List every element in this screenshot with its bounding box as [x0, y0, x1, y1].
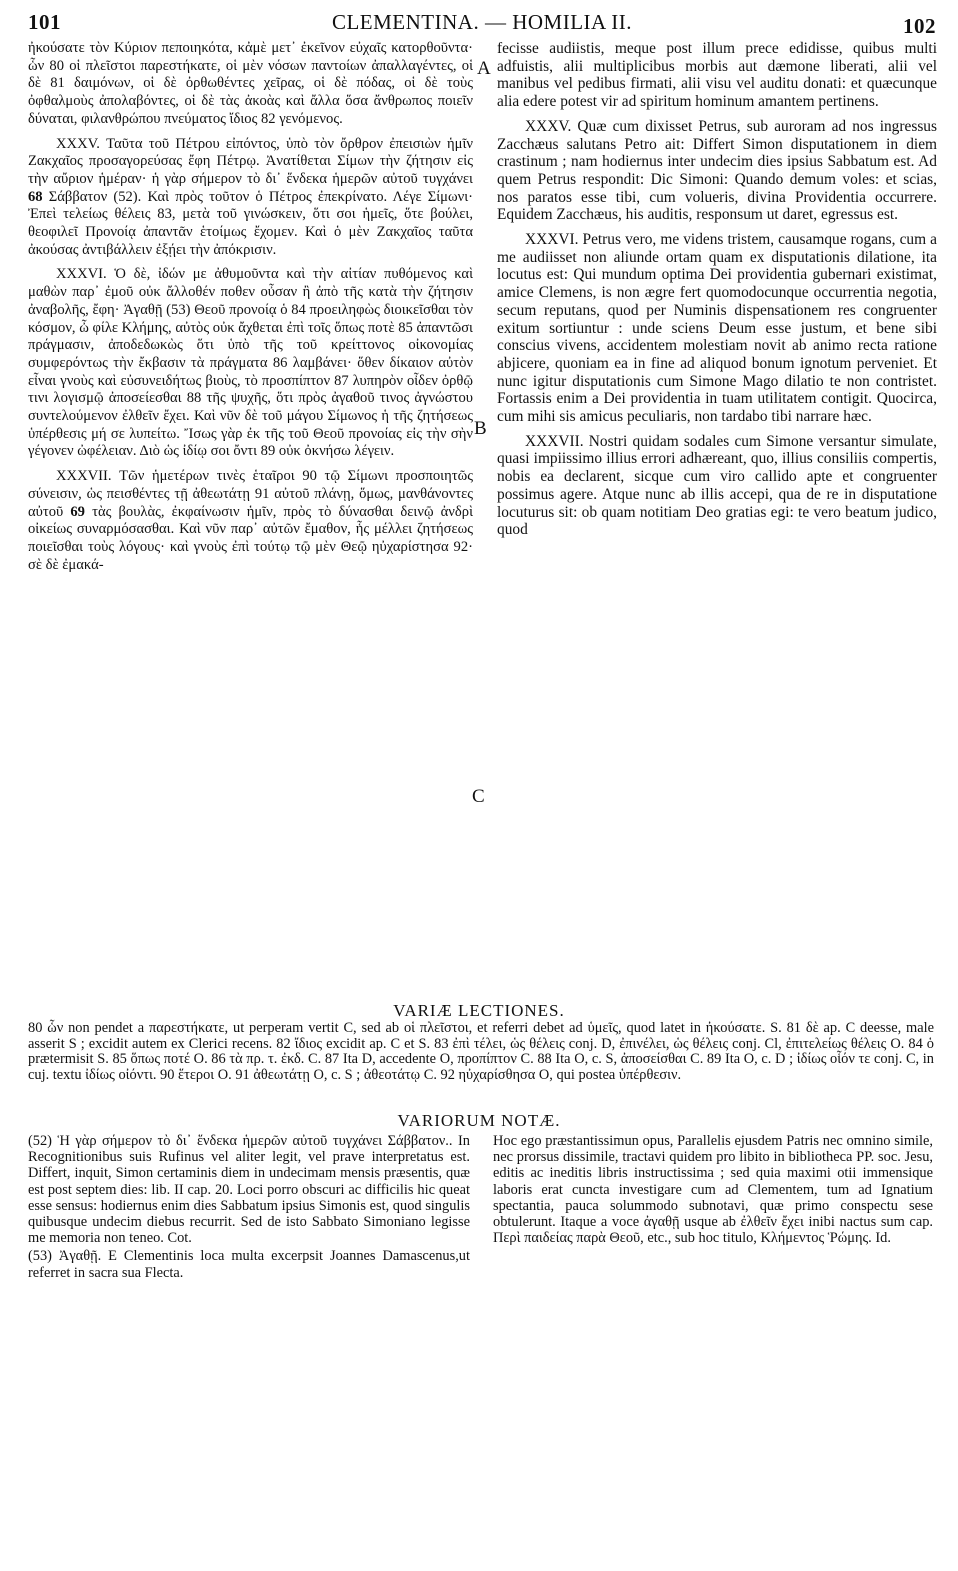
column-number: 68 [28, 188, 43, 205]
latin-section-xxxvi: XXXVI. Petrus vero, me videns tristem, causamque rogans, cum a me audiisset non aliunde ortam quam ex disputationis dilatione, ita locutus est: Qui mundum optima Dei providentia gubernari existimat, amice Clemens, is non ægre fert quomodocunque occurrentia negotia, secum reputans, quod per Numinis dispensationem res congruenter exitum sortiuntur : unde sciens Deum esse justum, et bene sibi conscius vivens, accidentem molestiam novit ab animo recta ratione abjicere, quoniam ea in fine ad aliquod bonum ignotum perveniet. Et nunc igitur disputationis cum Simone Mago dilatio te non contristet. Fortassis enim a Dei providentia in tuam utilitatem contigit. Quocirca, cum mihi sis amicus peculiaris, non tardabo tibi narrare hæc. [497, 231, 937, 426]
margin-marker-c: C [472, 786, 485, 807]
latin-section-xxxvii: XXXVII. Nostri quidam sodales cum Simone versantur simulate, quasi impiissimo illius errori adhæreant, quo, illius consiliis compertis, nobis ea declarent, sicque cum viro callido apte et congruenter possimus agere. Atque nunc ab illis accepi, qua de re in disputatione locuturus sit: ob quam notitiam Deo gratias egi: te vero beatum judico, quod [497, 432, 937, 539]
greek-section-xxxvii: XXXVII. Τῶν ἡμετέρων τινὲς ἑταῖροι 90 τῷ Σίμωνι προσποιητῶς σύνεισιν, ὡς πεισθέντες τῇ ἀθεωτάτῃ 91 αὐτοῦ πλάνῃ, ὅμως, μανθάνοντες αὐτοῦ 69 τὰς βουλὰς, ἐκφαίνωσιν ἡμῖν, πρὸς τὸ δύνασθαι δεινῷ ἀνδρὶ οἰκείως συναρμόσασθαι. Καὶ νῦν παρ᾽ αὐτῶν ἔμαθον, ἧς μέλλει ζητήσεως ποιεῖσθαι τοὺς λόγους· καὶ γνοὺς ἐπὶ τούτῳ τῷ μὲν Θεῷ ηὐχαρίστησα 92· σὲ δὲ ἐμακά- [28, 468, 473, 573]
page-number-left: 101 [28, 10, 61, 34]
running-title: CLEMENTINA. — HOMILIA II. [331, 10, 633, 34]
variae-lectiones-heading: VARIÆ LECTIONES. [393, 1001, 565, 1020]
note-53: (53) Ἀγαθῇ. E Clementinis loca multa excerpsit Joannes Damascenus,ut referret in sacra sua Flecta. [28, 1248, 470, 1281]
greek-paragraph: ἠκούσατε τὸν Κύριον πεποιηκότα, κἀμὲ μετ᾽ ἐκεῖνον εὐχαῖς κατορθοῦντα· ὧν 80 οἱ πλεῖστοι παρεστήκατε, οἱ μὲν νόσων παντοίων ἀπαλλαγέντες, οἱ δὲ 81 δαιμόνων, οἱ δὲ ὀρθωθέντες χεῖρας, οἱ δὲ πόδας, οἱ δὲ τοὺς ὀφθαλμοὺς ἀπολαβόντες, οἱ δὲ τὰς ἀκοὰς καὶ ἄλλα ὅσα ἄνθρωπος ποιεῖν δύναται, φιλανθρώπου πνεύματος ἴδιος 82 γενόμενος. [28, 40, 473, 127]
notes-right-column [493, 1133, 933, 1246]
margin-marker-b: B [474, 418, 487, 439]
greek-column [28, 40, 473, 574]
variae-lectiones-text: 80 ὧν non pendet a παρεστήκατε, ut perperam vertit C, sed ab οἱ πλεῖστοι, et referri debet ad ὑμεῖς, quod latet in ἠκούσατε. S. 81 δὲ ap. C deesse, male asserit S ; excidit autem ex Clerici recens. 82 ἴδιος excidit ap. C et S. 83 ἐπὶ τέλει, ὡς θέλεις conj. D, ἐπινέλει, ὡς θέλεις conj. Cl, ἐπιτελείως θέλεις O. 84 ὁ prætermisit S. 85 ὅπως ποτέ O. 86 τὰ πρ. τ. ἐκδ. C. 87 Ita D, accedente O, προπίπτον C. 88 Ita O, c. S, ἀποσείσθαι C. 89 Ita O, c. D ; ἰδίως οἷόν τε conj. C, in cuj. textu ἰδίως οἰόντι. 90 ἕτεροι O. 91 ἀθεωτάτῃ O, c. S ; ἀθεοτάτῳ C. 92 ηὐχαρίσθησα O, qui postea ὑπέρθεσιν. [28, 1020, 934, 1083]
latin-column [497, 40, 937, 539]
notes-left-column [28, 1133, 470, 1281]
latin-paragraph: fecisse audiistis, meque post illum prece edidisse, quibus multi adfuistis, alii multiplicibus morbis aut dæmone liberati, alii vel manibus vel pedibus firmati, alii visu vel auditu donati: et quæcunque alia edere potest vir ad spiritum hominum amantem pertinens. [497, 40, 937, 111]
greek-section-xxxvi: XXXVI. Ὁ δὲ, ἰδών με ἀθυμοῦντα καὶ τὴν αἰτίαν πυθόμενος καὶ μαθὼν παρ᾽ ἐμοῦ οὐκ ἄλλοθέν ποθεν οὖσαν ἢ ἀπὸ τῆς κατὰ τὴν ζήτησιν ἀναβολῆς, ἔφη· Ἀγαθῇ (53) Θεοῦ προνοίᾳ ὁ 84 προειληφὼς διοικεῖσθαι τὸν κόσμον, ὦ φίλε Κλήμης, αὐτὸς οὐκ ἄχθεται ἐπὶ τοῖς ὅπως ποτὲ 85 ἀπαντῶσι πράγμασιν, ἀποδεδωκὼς ὅτι ὑπὸ τῆς τοῦ κρείττονος οἰκονομίας συμφερόντως τὴν ἔκβασιν τὰ πράγματα 86 λαμβάνει· ὅθεν δίκαιον αὐτὸν εἶναι γνοὺς καὶ εὐσυνειδήτως βιοὺς, τὸ προσπίπτον 87 λυπηρὸν οἶδεν ὀρθῷ τινι λογισμῷ ἀποσείεσθαι 88 τῆς ψυχῆς, ὅτι πρὸς ἀγαθοῦ τινος ἀγνώστου συντελούμενον ἐλθεῖν ἔχει. Καὶ νῦν δὲ τοῦ μάγου Σίμωνος ἡ τῆς ζητήσεως ὑπέρθεσις μή σε λυπείτω. Ἴσως γὰρ ἐκ τῆς τοῦ Θεοῦ προνοίας εἰς τὴν σὴν γέγονεν ὠφέλειαν. Διὸ ὡς ἰδίῳ σοι ὄντι 89 οὐκ ὀκνήσω λέγειν. [28, 266, 473, 460]
latin-section-xxxv: XXXV. Quæ cum dixisset Petrus, sub auroram ad nos ingressus Zacchæus salutans Petro ait: Differt Simon disputationem in diem crastinum ; nam hodiernus inter undecim dies ipsius Sabbatum est. Ad quem Petrus respondit: Dic Simoni: Quando demum voles: et scias, nos paratos esse tibi, cum volueris, divina Providentia occurrere. Equidem Zacchæus, his auditis, responsum ut daret, egressus est. [497, 117, 937, 224]
page-header [28, 10, 936, 38]
margin-marker-a: A [477, 58, 491, 79]
column-number: 69 [70, 503, 85, 520]
note-52: (52) Ἡ γὰρ σήμερον τὸ δι᾽ ἕνδεκα ἡμερῶν αὐτοῦ τυγχάνει Σάββατον.. In Recognitionibus suis Rufinus vel aliter legit, vel prave interpretatus est. Differt, inquit, Simon certaminis diem in undecimam mensis præsentis, quæ est post septem dies: lib. II cap. 20. Loci porro obscuri ac difficilis hic queat esse sensus: hodiernus enim dies Sabbatum ipsius Simonis est, quod singulis quibusque undecim diebus recurrit. Sed de isto Sabbato Simoniano legisse me memoria non teneo. Cot. [28, 1133, 470, 1247]
note-continuation: Hoc ego præstantissimun opus, Parallelis ejusdem Patris nec omnino simile, nec prorsus dissimile, tractavi quidem pro libito in bibliotheca PP. soc. Jesu, editis ac ineditis libris instructissima ; sed quia maximi otii immensique laboris erat cuncta investigare cum ad Clementem, tum ad Ignatium spectantia, pauca solummodo subnotavi, quæ primo conspectu sese obtulerunt. Itaque a voce ἀγαθῇ usque ab ἐλθεῖν ἔχει inibi nactus sum cap. Περὶ παιδείας παρὰ Θεοῦ, etc., sub hoc titulo, Κλήμεντος Ῥώμης. Id. [493, 1133, 933, 1247]
page-number-right: 102 [903, 14, 936, 38]
greek-section-xxxv: XXXV. Ταῦτα τοῦ Πέτρου εἰπόντος, ὑπὸ τὸν ὄρθρον ἐπεισιὼν ἡμῖν Ζακχαῖος προσαγορεύσας ἔφη Πέτρῳ. Ἀνατίθεται Σίμων τὴν ζήτησιν εἰς τὴν αὔριον ἡμέραν· ἡ γὰρ σήμερον τὸ δι᾽ ἕνδεκα ἡμερῶν αὐτοῦ τυγχάνει 68 Σάββατον (52). Καὶ πρὸς τοῦτον ὁ Πέτρος ἐπεκρίνατο. Λέγε Σίμωνι· Ἐπεὶ τελείως θέλεις 83, μετὰ τοῦ γινώσκειν, ὅτι σοι ἡμεῖς, ὅτε βούλει, θεοφιλεῖ Προνοίᾳ ἀπαντᾶν ἑτοίμως ἔχομεν. Καὶ ὁ μὲν Ζακχαῖος ταῦτα ἀκούσας ἀντιβάλλειν ἐξῄει τὴν ἀπόκρισιν. [28, 135, 473, 258]
variorum-notae-heading: VARIORUM NOTÆ. [397, 1111, 561, 1130]
